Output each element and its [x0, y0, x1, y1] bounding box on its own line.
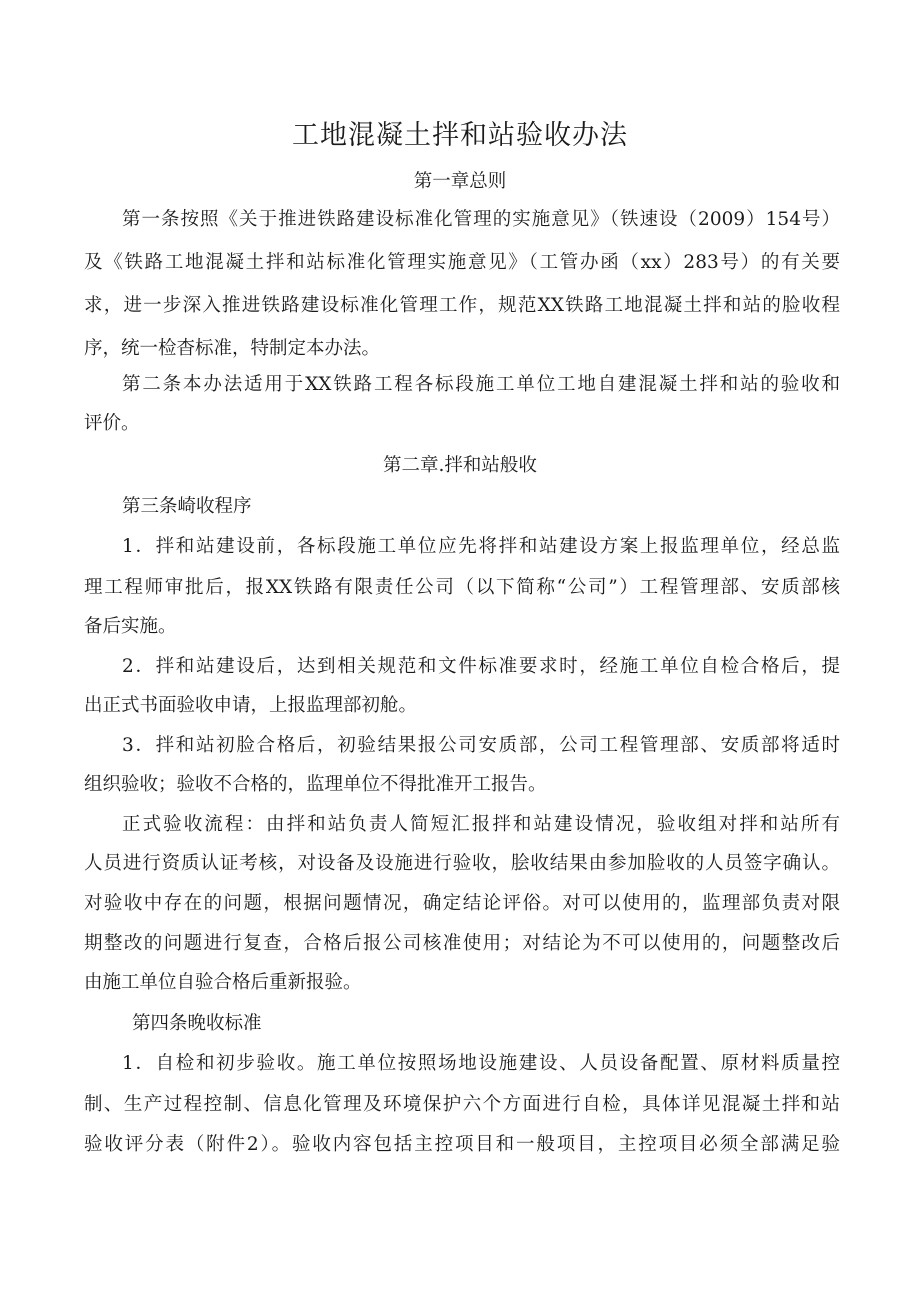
paragraph-line: 1．拌和站建设前，各标段施工单位应先将拌和站建设方案上报监理单位，经总监	[122, 536, 840, 557]
paragraph-line: 由施工单位自验合格后重新报验。	[84, 972, 362, 993]
paragraph-line: 对验收中存在的问题，根据问题情况，确定结论评俗。对可以使用的，监理部负责对限	[84, 893, 840, 914]
paragraph-line: 序，统一检杳标准，特制定本办法。	[84, 338, 381, 359]
article-heading: 第三条崎收程序	[122, 496, 252, 517]
paragraph-line: 出正式书面验收申请，上报监理部初舱。	[84, 695, 418, 716]
chapter-2-heading: 第二章.拌和站般收	[383, 455, 537, 476]
paragraph-line: 期整改的问题进行复查，合格后报公司核准使用；对结论为不可以使用的，问题整改后	[84, 933, 840, 954]
paragraph-line: 验收评分表（附件2）。验收内容包括主控项目和一般项目，主控项目必须全部满足验	[84, 1134, 840, 1155]
paragraph-line: 备后实施。	[84, 616, 177, 637]
article-heading: 第四条晚收标准	[132, 1013, 262, 1034]
paragraph-line: 1．自检和初步验收。施工单位按照场地设施建设、人员设备配置、原材料质量控	[122, 1053, 840, 1074]
paragraph-line: 制、生产过程控制、信息化管理及环境保护六个方面进行自检，具体详见混凝土拌和站	[84, 1094, 840, 1115]
paragraph-line: 第二条本办法适用于XX铁路工程各标段施工单位工地自建混凝土拌和站的验收和	[122, 374, 840, 395]
paragraph-line: 组织验收；验收不合格的，监理单位不得批准开工报告。	[84, 774, 547, 795]
paragraph-line: 求，进一步深入推进铁路建设标准化管理工作，规范XX铁路工地混凝土拌和站的脸收程	[84, 295, 840, 316]
paragraph-line: 人员进行资质认证考核，对设备及设施进行验收，脍收结果由参加脸收的人员签字确认。	[84, 853, 840, 874]
paragraph-line: 及《铁路工地混凝土拌和站标准化管理实施意见》（工管办函（xx）283号）的有关要	[84, 252, 840, 273]
chapter-1-heading: 第一章总则	[413, 171, 507, 192]
paragraph-line: 正式验收流程：由拌和站负责人简短汇报拌和站建设情况，验收组对拌和站所有	[122, 814, 840, 835]
paragraph-line: 理工程师审批后，报XX铁路有限责任公司（以下简称“公司”）工程管理部、安质部核	[84, 577, 840, 598]
paragraph-line: 第一条按照《关于推进铁路建设标准化管理的实施意见》（铁速设（2009）154号）	[122, 209, 840, 230]
paragraph-line: 3．拌和站初脸合格后，初验结果报公司安质部，公司工程管理部、安质部将适时	[122, 735, 840, 756]
paragraph-line: 2．拌和站建设后，达到相关规范和文件标准要求时，经施工单位自检合格后，提	[122, 656, 840, 677]
document-title: 工地混凝土拌和站验收办法	[292, 120, 628, 151]
paragraph-line: 评价。	[84, 413, 140, 434]
